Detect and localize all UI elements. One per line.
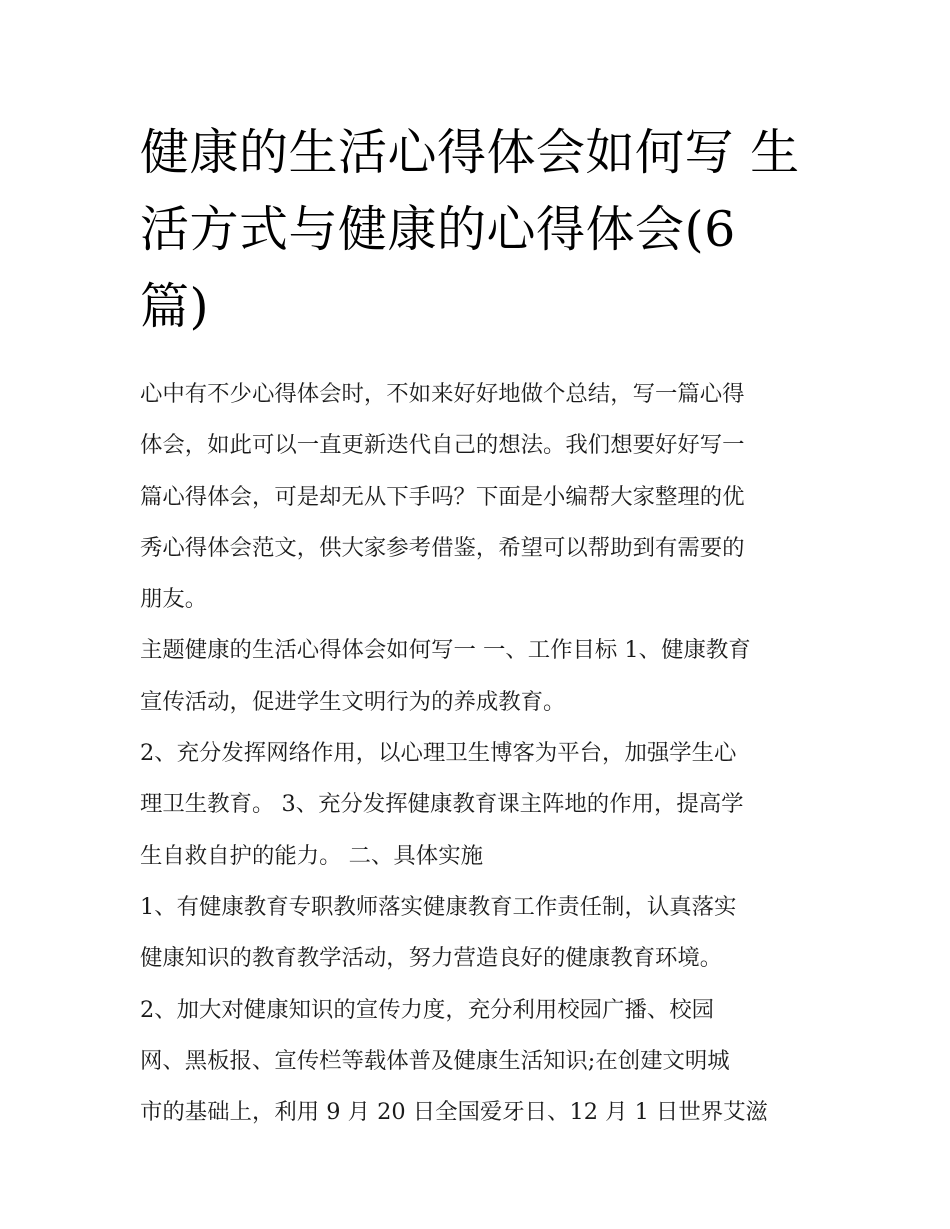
text-line: 理卫生教育。 3、充分发挥健康教育课主阵地的作用，提高学: [140, 791, 744, 818]
text-line: 心中有不少心得体会时，不如来好好地做个总结，写一篇心得: [140, 381, 745, 407]
text-line: 市的基础上，利用 9 月 20 日全国爱牙日、12 月 1 日世界艾滋: [140, 1099, 768, 1126]
network-paragraph: [140, 728, 812, 882]
title-line: 篇): [140, 278, 210, 335]
text-line: 生自救自护的能力。 二、具体实施: [140, 842, 483, 869]
text-line: 2、充分发挥网络作用，以心理卫生博客为平台，加强学生心: [140, 740, 737, 767]
text-line: 宣传活动，促进学生文明行为的养成教育。: [140, 688, 566, 715]
text-line: 2、加大对健康知识的宣传力度，充分利用校园广播、校园: [140, 996, 715, 1023]
text-line: 朋友。: [140, 586, 208, 613]
text-line: 主题健康的生活心得体会如何写一 一、工作目标 1、健康教育: [140, 637, 751, 664]
document-title: [140, 114, 812, 345]
text-line: 网、黑板报、宣传栏等载体普及健康生活知识;在创建文明城: [140, 1047, 730, 1074]
document-body: [140, 369, 812, 1138]
text-line: 健康知识的教育教学活动，努力营造良好的健康教育环境。: [140, 945, 723, 972]
implementation-paragraph-2: [140, 985, 812, 1139]
text-line: 1、有健康教育专职教师落实健康教育工作责任制，认真落实: [140, 893, 737, 920]
text-line: 篇心得体会，可是却无从下手吗？下面是小编帮大家整理的优: [140, 483, 745, 510]
work-goal-paragraph: [140, 625, 812, 728]
text-line: 体会，如此可以一直更新迭代自己的想法。我们想要好好写一: [140, 432, 745, 459]
title-line: 健康的生活心得体会如何写 生: [140, 124, 800, 181]
document-content: [140, 114, 812, 1138]
implementation-paragraph-1: [140, 882, 812, 985]
title-line: 活方式与健康的心得体会(6: [140, 201, 736, 258]
intro-paragraph: [140, 369, 812, 625]
text-line: 秀心得体会范文，供大家参考借鉴，希望可以帮助到有需要的: [140, 534, 745, 561]
